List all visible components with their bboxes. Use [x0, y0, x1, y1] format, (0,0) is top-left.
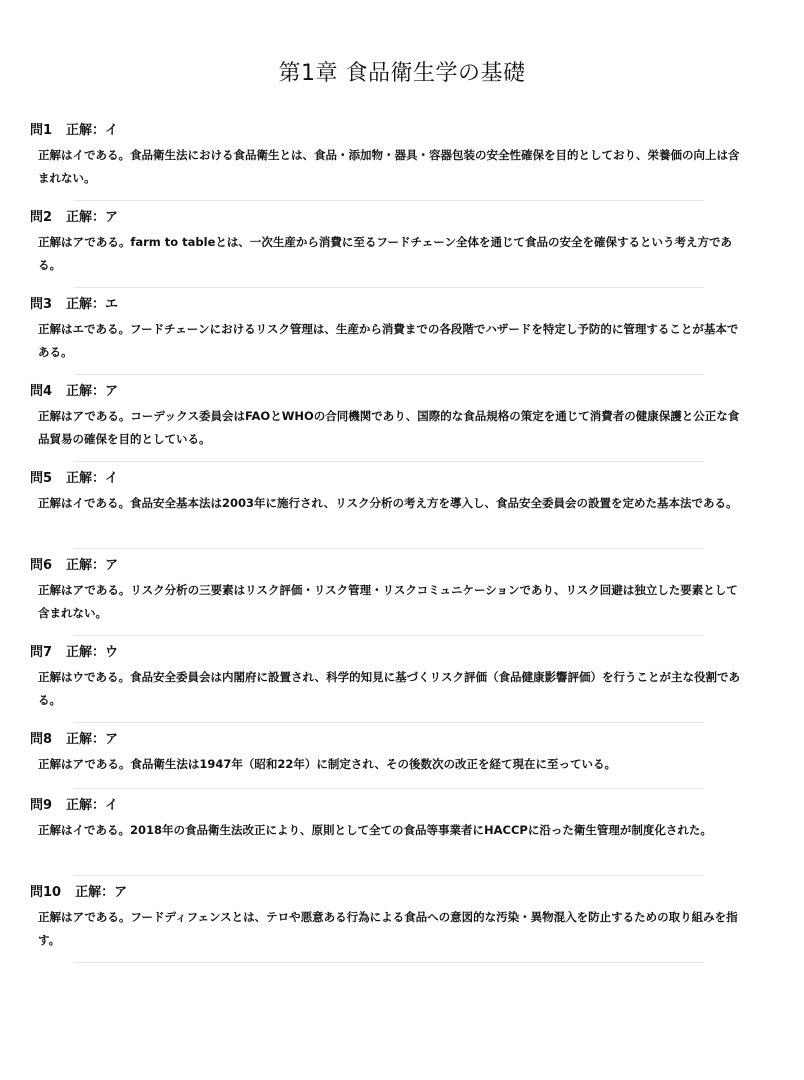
correct-answer: 正解：ア — [66, 732, 119, 747]
explanation-text: 正解はイである。食品安全基本法は2003年に施行され、リスク分析の考え方を導入し、食品安全委員会の設置を定めた基本法である。 — [38, 496, 738, 510]
answer-item-1 — [30, 120, 740, 207]
divider — [74, 875, 704, 876]
question-number: 問1 — [30, 123, 53, 138]
divider — [74, 287, 704, 288]
correct-answer: 正解：イ — [66, 123, 119, 138]
divider — [74, 374, 704, 375]
question-number: 問9 — [30, 798, 53, 813]
divider — [74, 635, 704, 636]
answer-item-7 — [30, 642, 740, 729]
question-number: 問4 — [30, 384, 53, 399]
answer-item-5 — [30, 468, 740, 555]
answer-item-3 — [30, 294, 740, 381]
correct-answer: 正解：エ — [66, 297, 119, 312]
divider — [74, 962, 704, 963]
explanation-text: 正解はアである。フードディフェンスとは、テロや悪意ある行為による食品への意図的な汚染・異物混入を防止するための取り組みを指す。 — [38, 910, 738, 947]
answer-item-6 — [30, 555, 740, 642]
answer-header — [30, 882, 740, 904]
correct-answer: 正解：ア — [75, 885, 128, 900]
explanation-text: 正解はエである。フードチェーンにおけるリスク管理は、生産から消費までの各段階でハザードを特定し予防的に管理することが基本である。 — [38, 322, 739, 359]
answer-item-4 — [30, 381, 740, 468]
answer-item-2 — [30, 207, 740, 294]
answer-header — [30, 555, 740, 577]
question-number: 問7 — [30, 645, 53, 660]
answer-header — [30, 468, 740, 490]
divider — [74, 722, 704, 723]
divider — [74, 200, 704, 201]
answer-item-10 — [30, 882, 740, 969]
question-number: 問10 — [30, 885, 62, 900]
explanation-text: 正解はウである。食品安全委員会は内閣府に設置され、科学的知見に基づくリスク評価（食品健康影響評価）を行うことが主な役割である。 — [38, 670, 740, 707]
explanation-text: 正解はアである。コーデックス委員会はFAOとWHOの合同機関であり、国際的な食品規格の策定を通じて消費者の健康保護と公正な食品貿易の確保を目的としている。 — [38, 409, 740, 446]
correct-answer: 正解：ア — [66, 384, 119, 399]
explanation-text: 正解はアである。リスク分析の三要素はリスク評価・リスク管理・リスクコミュニケーションであり、リスク回避は独立した要素として含まれない。 — [38, 583, 738, 620]
correct-answer: 正解：ア — [66, 558, 119, 573]
explanation-text: 正解はイである。食品衛生法における食品衛生とは、食品・添加物・器具・容器包装の安全性確保を目的としており、栄養価の向上は含まれない。 — [38, 148, 740, 185]
question-number: 問6 — [30, 558, 53, 573]
explanation-text: 正解はアである。食品衛生法は1947年（昭和22年）に制定され、その後数次の改正を経て現在に至っている。 — [38, 757, 617, 771]
correct-answer: 正解：ウ — [66, 645, 119, 660]
correct-answer: 正解：イ — [66, 798, 119, 813]
answer-item-8 — [30, 729, 740, 795]
answer-header — [30, 642, 740, 664]
answer-header — [30, 294, 740, 316]
explanation-text: 正解はイである。2018年の食品衛生法改正により、原則として全ての食品等事業者にHACCPに沿った衛生管理が制度化された。 — [38, 823, 712, 837]
answer-header — [30, 381, 740, 403]
answer-header — [30, 729, 740, 751]
answer-header — [30, 795, 740, 817]
divider — [74, 788, 704, 789]
explanation-text: 正解はアである。farm to tableとは、一次生産から消費に至るフードチェーン全体を通じて食品の安全を確保するという考え方である。 — [38, 235, 732, 272]
question-number: 問8 — [30, 732, 53, 747]
answer-header — [30, 207, 740, 229]
correct-answer: 正解：ア — [66, 210, 119, 225]
divider — [74, 461, 704, 462]
question-number: 問2 — [30, 210, 53, 225]
question-number: 問5 — [30, 471, 53, 486]
question-number: 問3 — [30, 297, 53, 312]
page-title: 第1章 食品衛生学の基礎 — [278, 61, 526, 86]
divider — [74, 548, 704, 549]
correct-answer: 正解：イ — [66, 471, 119, 486]
answer-header — [30, 120, 740, 142]
answer-item-9 — [30, 795, 740, 882]
answer-list — [30, 120, 740, 969]
